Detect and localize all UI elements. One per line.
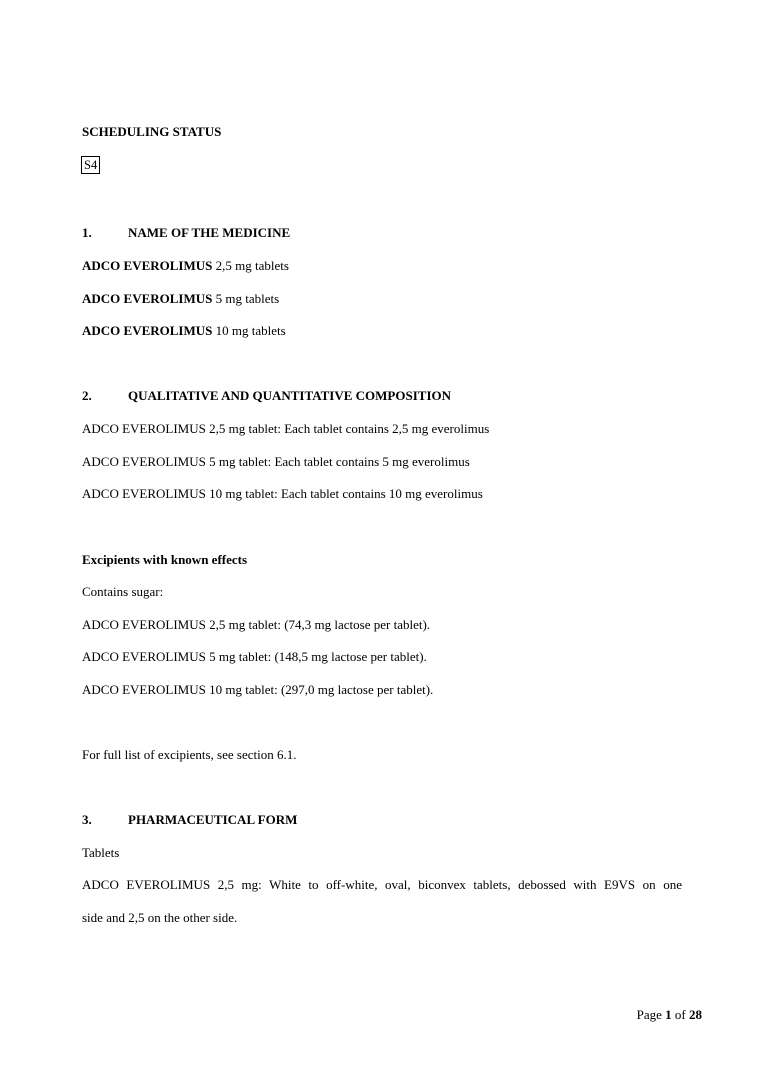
medicine-name: ADCO EVEROLIMUS [82, 323, 213, 338]
section-3-number: 3. [82, 812, 92, 827]
medicine-name-line [82, 291, 279, 307]
full-excipients-note: For full list of excipients, see section 6.1. [82, 747, 297, 762]
section-2-title: QUALITATIVE AND QUANTITATIVE COMPOSITION [128, 388, 452, 403]
medicine-strength: 5 mg tablets [212, 291, 280, 306]
excipients-heading: Excipients with known effects [82, 552, 248, 567]
tablet-description-line-2: side and 2,5 on the other side. [82, 910, 238, 925]
lactose-line: ADCO EVEROLIMUS 2,5 mg tablet: (74,3 mg lactose per tablet). [82, 617, 431, 632]
medicine-strength: 2,5 mg tablets [212, 258, 289, 273]
tablet-description-line-1: ADCO EVEROLIMUS 2,5 mg: White to off-white, oval, biconvex tablets, debossed with E9VS on one [82, 877, 682, 892]
medicine-strength: 10 mg tablets [212, 323, 286, 338]
page-label: Page [636, 1007, 666, 1022]
medicine-name: ADCO EVEROLIMUS [82, 291, 213, 306]
page-total: 28 [689, 1007, 702, 1022]
lactose-line: ADCO EVEROLIMUS 5 mg tablet: (148,5 mg lactose per tablet). [82, 649, 427, 664]
section-2-number: 2. [82, 388, 92, 403]
composition-line: ADCO EVEROLIMUS 2,5 mg tablet: Each tablet contains 2,5 mg everolimus [82, 421, 490, 436]
medicine-name: ADCO EVEROLIMUS [82, 258, 213, 273]
lactose-line: ADCO EVEROLIMUS 10 mg tablet: (297,0 mg lactose per tablet). [82, 682, 434, 697]
page-current: 1 [665, 1007, 672, 1022]
medicine-name-line [82, 258, 289, 274]
medicine-name-line [82, 323, 286, 339]
pharmaceutical-form-text: Tablets [82, 845, 120, 860]
composition-line: ADCO EVEROLIMUS 10 mg tablet: Each tablet contains 10 mg everolimus [82, 486, 483, 501]
scheduling-status-box: S4 [81, 156, 100, 174]
section-2-heading [82, 388, 451, 404]
section-1-heading [82, 225, 290, 241]
contains-sugar-text: Contains sugar: [82, 584, 164, 599]
section-3-title: PHARMACEUTICAL FORM [128, 812, 298, 827]
scheduling-status-heading: SCHEDULING STATUS [82, 124, 222, 139]
composition-line: ADCO EVEROLIMUS 5 mg tablet: Each tablet contains 5 mg everolimus [82, 454, 470, 469]
page-number-footer [637, 1007, 702, 1023]
section-1-number: 1. [82, 225, 92, 240]
section-1-title: NAME OF THE MEDICINE [128, 225, 291, 240]
of-label: of [671, 1007, 689, 1022]
section-3-heading [82, 812, 297, 828]
